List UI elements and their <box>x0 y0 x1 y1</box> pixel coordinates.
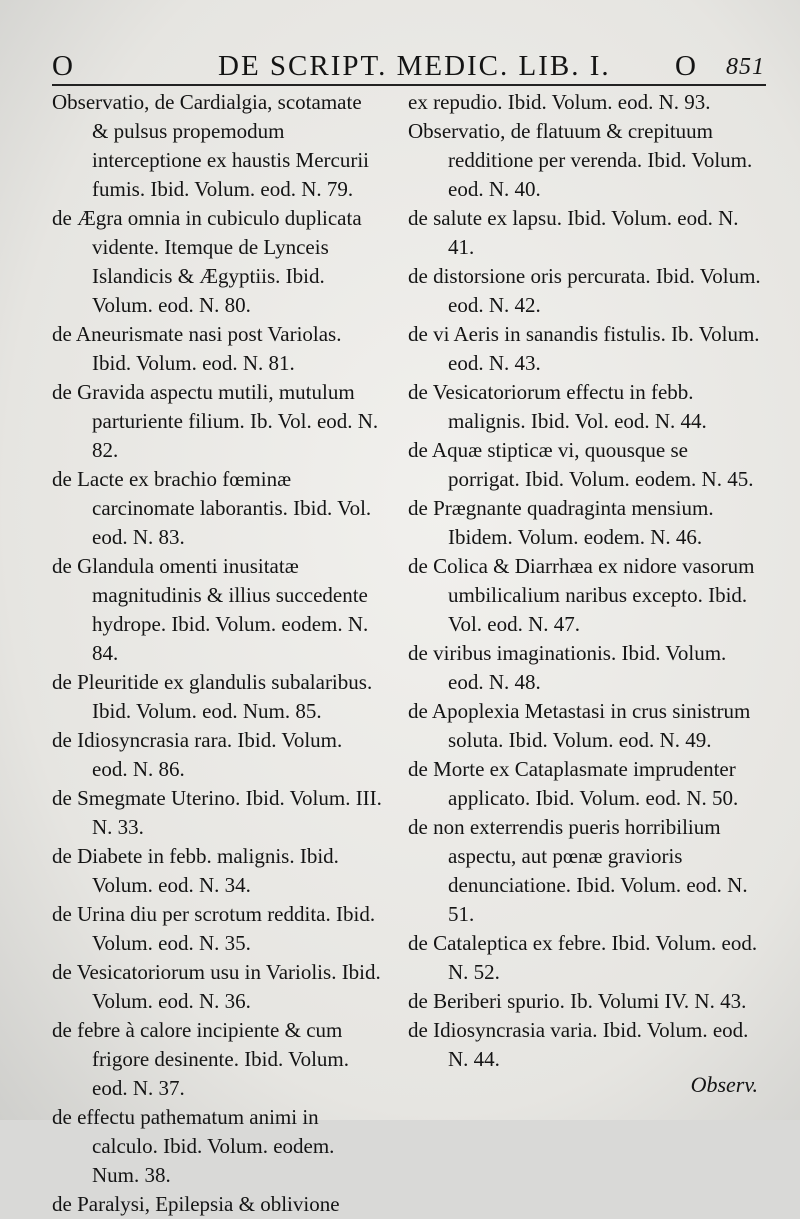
entry: de Colica & Diarrhæa ex nidore vasorum umbilicalium naribus excepto. Ibid. Vol. eod. N. 47. <box>408 554 755 636</box>
running-title: DE SCRIPT. MEDIC. LIB. I. <box>218 50 611 82</box>
entry: de distorsione oris percurata. Ibid. Volum. eod. N. 42. <box>408 264 761 317</box>
entry: de non exterrendis pueris horribilium aspectu, aut pœnæ gravioris denunciatione. Ibid. Volum. eod. N. 51. <box>408 815 748 926</box>
entry: de Pleuritide ex glandulis subalaribus. Ibid. Volum. eod. Num. 85. <box>52 670 373 723</box>
entry: de Morte ex Cataplasmate imprudenter applicato. Ibid. Volum. eod. N. 50. <box>408 757 739 810</box>
catchword: Observ. <box>690 1072 758 1097</box>
entry: de Aneurismate nasi post Variolas. Ibid. Volum. eod. N. 81. <box>52 322 342 375</box>
entry: de Urina diu per scrotum reddita. Ibid. Volum. eod. N. 35. <box>52 902 376 955</box>
header-rule <box>52 84 766 86</box>
entry: de Idiosyncrasia varia. Ibid. Volum. eod. N. 44. <box>408 1018 749 1071</box>
entry: de Ægra omnia in cubiculo duplicata vidente. Itemque de Lynceis Islandicis & Ægyptiis. Ibid. Volum. eod. N. 80. <box>52 206 362 317</box>
entry: de effectu pathematum animi in calculo. Ibid. Volum. eodem. Num. 38. <box>52 1105 335 1187</box>
left-column <box>52 88 382 1219</box>
entry: de Prægnante quadraginta mensium. Ibidem. Volum. eodem. N. 46. <box>408 496 714 549</box>
entry: de Vesicatoriorum usu in Variolis. Ibid. Volum. eod. N. 36. <box>52 960 381 1013</box>
entry: de Idiosyncrasia rara. Ibid. Volum. eod. N. 86. <box>52 728 343 781</box>
header-left-mark: O <box>52 50 74 82</box>
header-right-mark: O <box>675 50 697 82</box>
entry: de Vesicatoriorum effectu in febb. malignis. Ibid. Vol. eod. N. 44. <box>408 380 707 433</box>
entry: de Beriberi spurio. Ib. Volumi IV. N. 43. <box>408 989 747 1013</box>
page-number: 851 <box>726 54 765 80</box>
entry: ex repudio. Ibid. Volum. eod. N. 93. <box>408 90 711 114</box>
entry: de salute ex lapsu. Ibid. Volum. eod. N. 41. <box>408 206 739 259</box>
entry: de Diabete in febb. malignis. Ibid. Volum. eod. N. 34. <box>52 844 339 897</box>
entry: de Paralysi, Epilepsia & oblivione <box>52 1192 340 1216</box>
entry: de Cataleptica ex febre. Ibid. Volum. eod. N. 52. <box>408 931 758 984</box>
entry: de viribus imaginationis. Ibid. Volum. eod. N. 48. <box>408 641 727 694</box>
entry: de Smegmate Uterino. Ibid. Volum. III. N. 33. <box>52 786 382 839</box>
entry: de Lacte ex brachio fœminæ carcinomate laborantis. Ibid. Vol. eod. N. 83. <box>52 467 372 549</box>
entry: de Apoplexia Metastasi in crus sinistrum soluta. Ibid. Volum. eod. N. 49. <box>408 699 751 752</box>
entry: de Glandula omenti inusitatæ magnitudinis & illius succedente hydrope. Ibid. Volum. eodem. N. 84. <box>52 554 369 665</box>
right-column <box>408 88 764 1074</box>
entry: Observatio, de flatuum & crepituum redditione per verenda. Ibid. Volum. eod. N. 40. <box>408 119 753 201</box>
entry: de Gravida aspectu mutili, mutulum parturiente filium. Ib. Vol. eod. N. 82. <box>52 380 379 462</box>
entry: de Aquæ stipticæ vi, quousque se porrigat. Ibid. Volum. eodem. N. 45. <box>408 438 754 491</box>
entry: de febre à calore incipiente & cum frigore desinente. Ibid. Volum. eod. N. 37. <box>52 1018 350 1100</box>
running-header <box>50 50 770 84</box>
entry: de vi Aeris in sanandis fistulis. Ib. Volum. eod. N. 43. <box>408 322 760 375</box>
entry: Observatio, de Cardialgia, scotamate & pulsus propemodum interceptione ex haustis Mercurii fumis. Ibid. Volum. eod. N. 79. <box>52 90 369 201</box>
